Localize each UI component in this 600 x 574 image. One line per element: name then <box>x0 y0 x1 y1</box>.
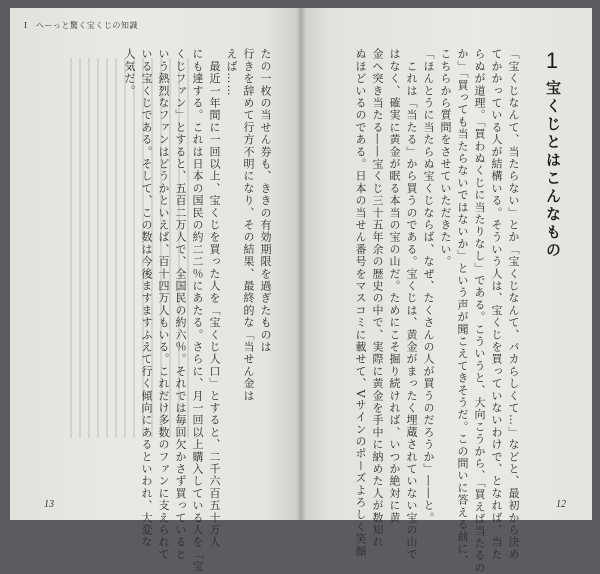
text-line: 行きを辞めて行方不明になり、その結果、最終的な「当せん金は <box>242 48 255 402</box>
text-line: か」「買っても当たらないではないか」という声が聞こえてきそうだ。この問いに答える前に、 <box>456 48 469 568</box>
text-line: 「ほんとうに当たらぬ宝くじならば、なぜ、たくさんの人が買うのだろうか」――と。 <box>422 48 435 524</box>
text-line: 金へ突き当たる――宝くじ三十五年余の歴史の中で、実際に黄金を手中に納めた人が数知れ <box>371 48 384 549</box>
text-line: 最近一年間に一回以上、宝くじを買った人を「宝くじ人口」とすると、二千六百五十万人 <box>208 48 221 549</box>
right-text-block <box>352 48 522 574</box>
text-line: はなく、確実に黄金が眠る本当の宝の山だ。ためにこそ掘り続ければ、いつか絶対に黄 <box>388 48 401 524</box>
chapter-heading <box>543 48 564 260</box>
running-head: I へーっと驚く宝くじの知識 <box>24 21 138 30</box>
chapter-title: 宝くじとはこんなもの <box>544 80 562 260</box>
left-text-block <box>121 48 274 573</box>
text-line: いる宝くじである。そして、この数は今後ますますふえて行く傾向にあるといわれ、大変な <box>140 48 153 549</box>
text-line: てかかっている人が結構いる。そういう人は、宝くじを買っていないわけで、となれば、当た <box>490 48 503 561</box>
page-number-left: 13 <box>44 499 54 510</box>
gutter-shadow <box>296 8 306 520</box>
text-line: いう熱烈なファンはどうかといえば、百十四万人もいる。これだけ多数のファンに支えられて <box>157 48 170 561</box>
chapter-number: 1 <box>545 48 562 73</box>
text-line: ぬほどいるのである。日本の当せん番号をマスコミに載せて、Vサインのポーズよろしく笑顔 <box>354 48 367 558</box>
left-page <box>10 8 300 573</box>
page-number-right: 12 <box>556 499 566 510</box>
text-line: 人気だ。 <box>123 48 136 97</box>
text-line: 「宝くじなんて、当たらない」とか「宝くじなんて、バカらしくて…」などと、最初から決め <box>507 48 520 561</box>
right-page <box>300 8 592 574</box>
text-line: くじファン」とすると、五百二万人で、全国民の約六％。それでは毎回欠かさず買っていると <box>174 48 187 561</box>
text-line: たの一枚の当せん券も、ききの有効期限を過ぎたものは <box>259 48 272 353</box>
text-line: えば…… <box>225 48 238 97</box>
text-line: らぬが道理。「買わぬくじに当たりなし」である。こういうと、大向こうから、「買えば当たるの <box>473 48 486 574</box>
text-line: こちらから質問をさせていただきたい。 <box>439 48 452 268</box>
text-line: にも達する。これは日本の国民の約二二％にあたる。さらに、月一回以上購入している人を「宝 <box>191 48 204 573</box>
book-spread <box>10 8 592 574</box>
text-line: これは「当たる」から買うのである。宝くじは、黄金がまったく埋蔵されていない宝の山で <box>405 48 418 561</box>
